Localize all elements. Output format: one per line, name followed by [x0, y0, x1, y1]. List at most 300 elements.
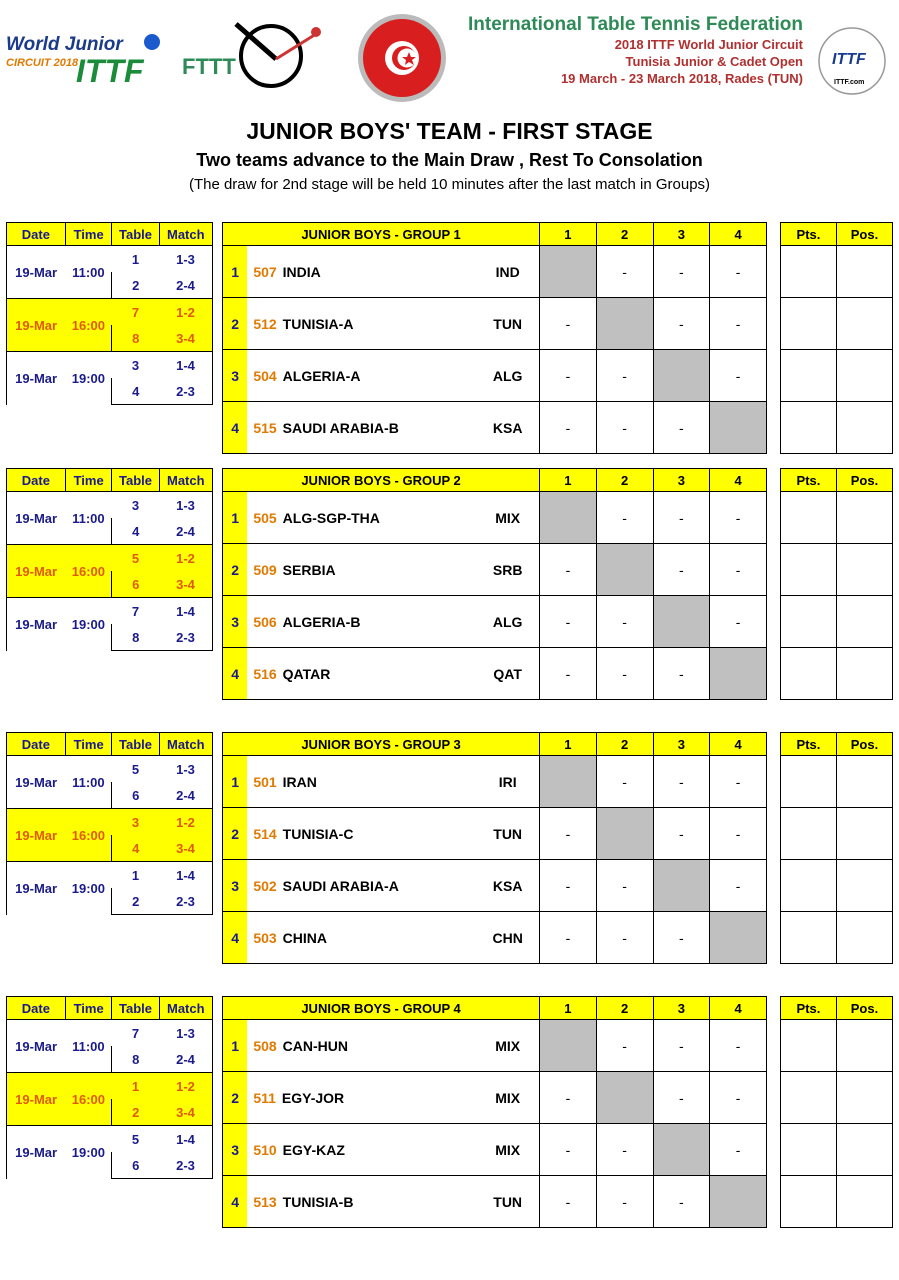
- schedule-match: 2-4: [159, 518, 212, 545]
- self-cell: [596, 808, 653, 860]
- team-name: ALG-SGP-THA: [282, 509, 380, 526]
- points-header: Pts.: [781, 469, 837, 492]
- team-name: ALGERIA-B: [282, 613, 361, 630]
- team-code: TUN: [476, 808, 539, 860]
- points-table: [780, 468, 893, 700]
- schedule-table-no: 5: [112, 756, 159, 783]
- team-code: CHN: [476, 912, 539, 964]
- points-header: Pos.: [836, 469, 892, 492]
- svg-text:ITTF.com: ITTF.com: [834, 79, 865, 86]
- result-cell: -: [653, 402, 710, 454]
- team-cell: [247, 756, 476, 808]
- result-cell: -: [653, 246, 710, 298]
- draw-col-header: 1: [540, 469, 597, 492]
- schedule-header: Date: [7, 997, 66, 1020]
- points-header: Pts.: [781, 733, 837, 756]
- schedule-row: [7, 352, 213, 379]
- points-row: [781, 912, 893, 964]
- team-number: 502: [253, 877, 277, 894]
- schedule-row: [7, 1126, 213, 1153]
- result-cell: -: [710, 860, 767, 912]
- team-position: 1: [223, 1020, 248, 1072]
- result-cell: -: [540, 402, 597, 454]
- schedule-row: [7, 756, 213, 783]
- points-row: [781, 1072, 893, 1124]
- team-position: 2: [223, 808, 248, 860]
- team-position: 1: [223, 492, 248, 544]
- schedule-row: [7, 862, 213, 889]
- svg-text:World Junior: World Junior: [6, 34, 123, 55]
- result-cell: -: [596, 1020, 653, 1072]
- points-row: [781, 402, 893, 454]
- self-cell: [540, 1020, 597, 1072]
- team-name: SERBIA: [282, 561, 336, 578]
- header-logos: [0, 8, 899, 108]
- team-number: 512: [253, 315, 277, 332]
- team-name: SAUDI ARABIA-B: [282, 419, 399, 436]
- points-row: [781, 808, 893, 860]
- team-name: INDIA: [282, 263, 321, 280]
- result-cell: -: [540, 860, 597, 912]
- position-cell: [836, 860, 892, 912]
- self-cell: [540, 756, 597, 808]
- points-table: [780, 996, 893, 1228]
- schedule-time: 16:00: [65, 299, 112, 352]
- group-name: JUNIOR BOYS - GROUP 3: [223, 733, 540, 756]
- points-cell: [781, 544, 837, 596]
- team-position: 2: [223, 298, 248, 350]
- draw-col-header: 1: [540, 223, 597, 246]
- schedule-header-row: [7, 223, 213, 246]
- points-header-row: [781, 223, 893, 246]
- schedule-row: [7, 545, 213, 572]
- self-cell: [596, 1072, 653, 1124]
- schedule-time: 11:00: [65, 756, 112, 809]
- schedule-table-no: 8: [112, 624, 159, 651]
- result-cell: -: [710, 1020, 767, 1072]
- schedule-match: 1-4: [159, 352, 212, 379]
- schedule-match: 3-4: [159, 571, 212, 598]
- draw-col-header: 2: [596, 997, 653, 1020]
- draw-header-row: [223, 223, 767, 246]
- team-number: 508: [253, 1037, 277, 1054]
- schedule-match: 1-4: [159, 862, 212, 889]
- position-cell: [836, 1124, 892, 1176]
- team-cell: [247, 596, 476, 648]
- schedule-time: 16:00: [65, 1073, 112, 1126]
- group-draw-table: [222, 468, 767, 700]
- federation-block: [468, 14, 803, 87]
- team-name: QATAR: [282, 665, 331, 682]
- team-code: MIX: [476, 492, 539, 544]
- result-cell: -: [596, 648, 653, 700]
- result-cell: -: [710, 350, 767, 402]
- points-row: [781, 350, 893, 402]
- schedule-time: 11:00: [65, 246, 112, 299]
- points-row: [781, 246, 893, 298]
- schedule-table-no: 1: [112, 1073, 159, 1100]
- schedule-date: 19-Mar: [7, 1020, 66, 1073]
- result-cell: -: [596, 246, 653, 298]
- schedule-header-row: [7, 997, 213, 1020]
- federation-name: International Table Tennis Federation: [467, 14, 803, 35]
- self-cell: [710, 402, 767, 454]
- team-row: [223, 246, 767, 298]
- schedule-time: 16:00: [65, 545, 112, 598]
- schedule-header: Date: [7, 223, 66, 246]
- team-code: SRB: [476, 544, 539, 596]
- schedule-table-no: 5: [112, 1126, 159, 1153]
- self-cell: [596, 544, 653, 596]
- team-number: 504: [253, 367, 277, 384]
- team-position: 3: [223, 1124, 248, 1176]
- points-cell: [781, 492, 837, 544]
- schedule-table: [6, 468, 213, 651]
- team-code: KSA: [476, 860, 539, 912]
- result-cell: -: [710, 1072, 767, 1124]
- points-cell: [781, 246, 837, 298]
- points-row: [781, 1020, 893, 1072]
- team-name: EGY-KAZ: [282, 1141, 345, 1158]
- team-code: KSA: [476, 402, 539, 454]
- schedule-row: [7, 598, 213, 625]
- team-row: [223, 648, 767, 700]
- team-code: TUN: [476, 1176, 539, 1228]
- points-header-row: [781, 997, 893, 1020]
- result-cell: -: [653, 544, 710, 596]
- result-cell: -: [596, 1176, 653, 1228]
- points-cell: [781, 860, 837, 912]
- schedule-time: 11:00: [65, 1020, 112, 1073]
- points-row: [781, 544, 893, 596]
- result-cell: -: [710, 544, 767, 596]
- draw-header-row: [223, 733, 767, 756]
- schedule-time: 11:00: [65, 492, 112, 545]
- self-cell: [653, 596, 710, 648]
- schedule-date: 19-Mar: [7, 299, 66, 352]
- team-number: 510: [253, 1141, 277, 1158]
- schedule-date: 19-Mar: [7, 492, 66, 545]
- schedule-match: 1-3: [159, 246, 212, 273]
- position-cell: [836, 596, 892, 648]
- result-cell: -: [653, 298, 710, 350]
- position-cell: [836, 1072, 892, 1124]
- result-cell: -: [596, 756, 653, 808]
- page-title: JUNIOR BOYS' TEAM - FIRST STAGE: [246, 118, 653, 144]
- svg-text:ITTF: ITTF: [76, 53, 144, 89]
- schedule-match: 1-2: [159, 1073, 212, 1100]
- schedule-date: 19-Mar: [7, 809, 66, 862]
- team-cell: [247, 1176, 476, 1228]
- position-cell: [836, 402, 892, 454]
- result-cell: -: [596, 350, 653, 402]
- schedule-table: [6, 732, 213, 915]
- result-cell: -: [596, 860, 653, 912]
- team-position: 3: [223, 596, 248, 648]
- team-position: 3: [223, 860, 248, 912]
- schedule-table-no: 1: [112, 246, 159, 273]
- team-position: 1: [223, 246, 248, 298]
- team-number: 511: [253, 1089, 276, 1106]
- team-cell: [247, 860, 476, 912]
- svg-text:FTTT: FTTT: [182, 54, 236, 79]
- schedule-table-no: 2: [112, 1099, 159, 1126]
- team-cell: [247, 648, 476, 700]
- self-cell: [710, 648, 767, 700]
- position-cell: [836, 808, 892, 860]
- points-header: Pos.: [836, 997, 892, 1020]
- team-code: MIX: [476, 1072, 539, 1124]
- team-code: MIX: [476, 1124, 539, 1176]
- result-cell: -: [596, 492, 653, 544]
- schedule-header: Time: [65, 223, 112, 246]
- team-number: 514: [253, 825, 277, 842]
- schedule-header: Time: [65, 997, 112, 1020]
- result-cell: -: [710, 808, 767, 860]
- schedule-header: Match: [159, 223, 212, 246]
- page-subtitle: Two teams advance to the Main Draw , Rest To Consolation: [196, 150, 703, 170]
- points-row: [781, 1124, 893, 1176]
- points-row: [781, 596, 893, 648]
- team-cell: [247, 544, 476, 596]
- draw-col-header: 1: [540, 733, 597, 756]
- draw-col-header: 4: [710, 997, 767, 1020]
- result-cell: -: [653, 492, 710, 544]
- position-cell: [836, 912, 892, 964]
- team-number: 509: [253, 561, 277, 578]
- result-cell: -: [540, 808, 597, 860]
- position-cell: [836, 492, 892, 544]
- self-cell: [596, 298, 653, 350]
- schedule-row: [7, 1020, 213, 1047]
- team-position: 2: [223, 544, 248, 596]
- team-code: IND: [476, 246, 539, 298]
- schedule-time: 19:00: [65, 598, 112, 651]
- result-cell: -: [710, 1124, 767, 1176]
- points-cell: [781, 1176, 837, 1228]
- result-cell: -: [653, 808, 710, 860]
- team-cell: [247, 1124, 476, 1176]
- schedule-header: Match: [159, 469, 212, 492]
- self-cell: [540, 492, 597, 544]
- team-code: ALG: [476, 596, 539, 648]
- self-cell: [540, 246, 597, 298]
- schedule-date: 19-Mar: [7, 598, 66, 651]
- team-row: [223, 912, 767, 964]
- event-name: Tunisia Junior & Cadet Open: [625, 54, 803, 69]
- points-cell: [781, 350, 837, 402]
- points-cell: [781, 808, 837, 860]
- draw-col-header: 4: [710, 223, 767, 246]
- draw-col-header: 2: [596, 733, 653, 756]
- team-position: 4: [223, 402, 248, 454]
- schedule-table-no: 8: [112, 1046, 159, 1073]
- schedule-match: 2-3: [159, 888, 212, 915]
- schedule-date: 19-Mar: [7, 246, 66, 299]
- team-code: MIX: [476, 1020, 539, 1072]
- team-cell: [247, 1072, 476, 1124]
- schedule-table-no: 6: [112, 1152, 159, 1179]
- schedule-date: 19-Mar: [7, 862, 66, 915]
- points-row: [781, 756, 893, 808]
- result-cell: -: [710, 298, 767, 350]
- schedule-header: Match: [159, 733, 212, 756]
- schedule-header: Match: [159, 997, 212, 1020]
- event-dates: 19 March - 23 March 2018, Rades (TUN): [560, 71, 803, 86]
- schedule-table-no: 3: [112, 809, 159, 836]
- schedule-time: 16:00: [65, 809, 112, 862]
- self-cell: [653, 1124, 710, 1176]
- result-cell: -: [710, 246, 767, 298]
- schedule-match: 1-2: [159, 809, 212, 836]
- schedule-table-no: 7: [112, 598, 159, 625]
- team-cell: [247, 808, 476, 860]
- self-cell: [653, 860, 710, 912]
- points-header: Pts.: [781, 997, 837, 1020]
- group-draw-table: [222, 222, 767, 454]
- schedule-table-no: 4: [112, 835, 159, 862]
- points-cell: [781, 1020, 837, 1072]
- team-code: TUN: [476, 298, 539, 350]
- points-row: [781, 492, 893, 544]
- schedule-header: Table: [112, 469, 159, 492]
- schedule-row: [7, 299, 213, 326]
- points-cell: [781, 756, 837, 808]
- schedule-row: [7, 492, 213, 519]
- self-cell: [653, 350, 710, 402]
- result-cell: -: [710, 596, 767, 648]
- team-row: [223, 1020, 767, 1072]
- schedule-header-row: [7, 469, 213, 492]
- points-table: [780, 222, 893, 454]
- schedule-header: Date: [7, 733, 66, 756]
- self-cell: [710, 1176, 767, 1228]
- result-cell: -: [596, 596, 653, 648]
- schedule-table: [6, 222, 213, 405]
- draw-header-row: [223, 997, 767, 1020]
- group-name: JUNIOR BOYS - GROUP 1: [223, 223, 540, 246]
- schedule-time: 19:00: [65, 1126, 112, 1179]
- schedule-table-no: 7: [112, 299, 159, 326]
- schedule-match: 2-3: [159, 378, 212, 405]
- team-name: TUNISIA-B: [282, 1193, 354, 1210]
- schedule-header: Time: [65, 469, 112, 492]
- team-row: [223, 1176, 767, 1228]
- result-cell: -: [596, 1124, 653, 1176]
- points-row: [781, 1176, 893, 1228]
- points-header: Pos.: [836, 733, 892, 756]
- result-cell: -: [540, 1124, 597, 1176]
- schedule-row: [7, 1073, 213, 1100]
- draw-col-header: 2: [596, 469, 653, 492]
- schedule-header-row: [7, 733, 213, 756]
- result-cell: -: [540, 544, 597, 596]
- ittf-logo: [812, 26, 892, 96]
- schedule-header: Table: [112, 223, 159, 246]
- circuit-name: 2018 ITTF World Junior Circuit: [614, 37, 803, 52]
- schedule-table-no: 3: [112, 492, 159, 519]
- fttt-logo: [176, 14, 326, 94]
- schedule-match: 1-4: [159, 598, 212, 625]
- schedule-time: 19:00: [65, 352, 112, 405]
- points-header-row: [781, 733, 893, 756]
- group-name: JUNIOR BOYS - GROUP 2: [223, 469, 540, 492]
- team-cell: [247, 246, 476, 298]
- team-number: 513: [253, 1193, 277, 1210]
- svg-text:ITTF: ITTF: [832, 51, 866, 68]
- team-row: [223, 808, 767, 860]
- team-row: [223, 1072, 767, 1124]
- points-cell: [781, 596, 837, 648]
- team-code: IRI: [476, 756, 539, 808]
- schedule-table-no: 7: [112, 1020, 159, 1047]
- draw-col-header: 4: [710, 469, 767, 492]
- schedule-date: 19-Mar: [7, 756, 66, 809]
- result-cell: -: [653, 912, 710, 964]
- result-cell: -: [540, 298, 597, 350]
- team-row: [223, 596, 767, 648]
- team-name: IRAN: [282, 773, 317, 790]
- schedule-table-no: 4: [112, 378, 159, 405]
- schedule-table-no: 1: [112, 862, 159, 889]
- team-number: 505: [253, 509, 277, 526]
- schedule-match: 3-4: [159, 835, 212, 862]
- schedule-header: Table: [112, 733, 159, 756]
- draw-col-header: 4: [710, 733, 767, 756]
- draw-col-header: 2: [596, 223, 653, 246]
- result-cell: -: [540, 912, 597, 964]
- team-name: SAUDI ARABIA-A: [282, 877, 399, 894]
- points-cell: [781, 1072, 837, 1124]
- schedule-match: 2-4: [159, 272, 212, 299]
- svg-text:CIRCUIT 2018: CIRCUIT 2018: [6, 57, 79, 69]
- schedule-match: 2-4: [159, 782, 212, 809]
- position-cell: [836, 544, 892, 596]
- points-table: [780, 732, 893, 964]
- team-number: 516: [253, 665, 277, 682]
- team-name: ALGERIA-A: [282, 367, 361, 384]
- team-number: 515: [253, 419, 277, 436]
- team-name: TUNISIA-A: [282, 315, 354, 332]
- points-cell: [781, 912, 837, 964]
- position-cell: [836, 246, 892, 298]
- schedule-match: 3-4: [159, 325, 212, 352]
- result-cell: -: [540, 1176, 597, 1228]
- schedule-table-no: 4: [112, 518, 159, 545]
- schedule-header: Time: [65, 733, 112, 756]
- team-position: 4: [223, 912, 248, 964]
- result-cell: -: [653, 648, 710, 700]
- schedule-table-no: 8: [112, 325, 159, 352]
- team-number: 506: [253, 613, 277, 630]
- points-cell: [781, 402, 837, 454]
- points-header-row: [781, 469, 893, 492]
- draw-col-header: 3: [653, 223, 710, 246]
- team-code: ALG: [476, 350, 539, 402]
- schedule-match: 1-3: [159, 756, 212, 783]
- position-cell: [836, 350, 892, 402]
- team-number: 503: [253, 929, 277, 946]
- team-position: 3: [223, 350, 248, 402]
- schedule-table-no: 3: [112, 352, 159, 379]
- points-cell: [781, 1124, 837, 1176]
- points-row: [781, 648, 893, 700]
- schedule-match: 2-3: [159, 624, 212, 651]
- points-cell: [781, 648, 837, 700]
- points-cell: [781, 298, 837, 350]
- result-cell: -: [540, 350, 597, 402]
- schedule-table-no: 6: [112, 571, 159, 598]
